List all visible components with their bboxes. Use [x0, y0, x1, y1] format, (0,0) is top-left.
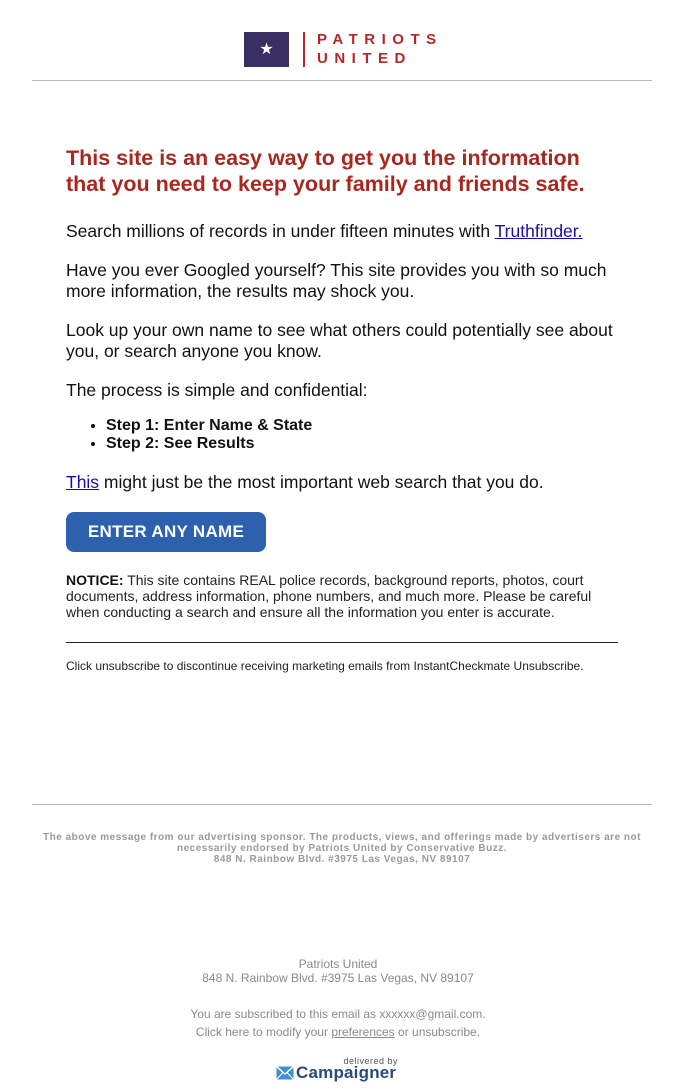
list-item: • Step 1: Enter Name & State [106, 417, 618, 435]
delivered-by-label: delivered by [343, 1056, 398, 1066]
unsubscribe-text[interactable]: Click unsubscribe to discontinue receiving marketing emails from InstantCheckmate Unsubscribe. [66, 659, 584, 673]
disclaimer-address: 848 N. Rainbow Blvd. #3975 Las Vegas, NV 89107 [213, 854, 471, 865]
headline: This site is an easy way to get you the information that you need to keep your family and friends safe. [66, 146, 585, 196]
sponsor-disclaimer [32, 832, 652, 865]
steps-list [66, 417, 618, 453]
subscription-info: You are subscribed to this email as xxxxxx@gmail.com. [190, 1007, 486, 1021]
lookup-paragraph: Look up your own name to see what others could potentially see about you, or search anyone you know. [66, 320, 613, 361]
patriots-united-logo[interactable] [244, 32, 454, 68]
footer-org: Patriots United [298, 957, 378, 971]
googled-paragraph: Have you ever Googled yourself? This site provides you with so much more information, the results may shock you. [66, 260, 607, 301]
important-paragraph [66, 472, 618, 493]
truthfinder-link[interactable]: Truthfinder. [494, 221, 583, 241]
modify-line [0, 1023, 676, 1041]
intro-text: Search millions of records in under fifteen minutes with [66, 221, 495, 241]
notice-paragraph [66, 572, 618, 620]
footer-address: 848 N. Rainbow Blvd. #3975 Las Vegas, NV 89107 [202, 971, 474, 985]
process-paragraph: The process is simple and confidential: [66, 380, 368, 400]
notice-label: NOTICE: [66, 572, 124, 588]
preferences-link[interactable]: preferences [331, 1025, 395, 1039]
star-icon: ★ [244, 32, 289, 67]
list-item: • Step 2: See Results [106, 435, 618, 453]
notice-text: This site contains REAL police records, background reports, photos, court documents, address information, phone numbers, and much more. Please be careful when conducting a search and ensure all the information you enter is accurate. [66, 572, 592, 620]
logo-divider [303, 32, 305, 67]
content-divider [66, 642, 618, 643]
email-header [32, 0, 652, 81]
envelope-icon [276, 1066, 294, 1080]
logo-text-line1: PATRIOTS [317, 31, 443, 48]
enter-any-name-button[interactable]: ENTER ANY NAME [66, 512, 266, 552]
this-link[interactable]: This [66, 472, 100, 492]
unsubscribe-suffix[interactable]: or unsubscribe. [394, 1025, 481, 1039]
logo-text-line2: UNITED [317, 50, 412, 67]
important-text: might just be the most important web search that you do. [99, 472, 544, 492]
footer-divider [32, 804, 652, 805]
disclaimer-text: The above message from our advertising sponsor. The products, views, and offerings made by advertisers are not necessarily endorsed by Patriots United by Conservative Buzz. [43, 832, 641, 854]
email-body [66, 145, 618, 673]
campaigner-logo-text: Campaigner [296, 1063, 397, 1082]
email-footer [0, 957, 676, 1041]
campaigner-badge[interactable] [276, 1056, 400, 1086]
modify-prefix: Click here to modify your [195, 1025, 332, 1039]
intro-paragraph [66, 221, 618, 242]
